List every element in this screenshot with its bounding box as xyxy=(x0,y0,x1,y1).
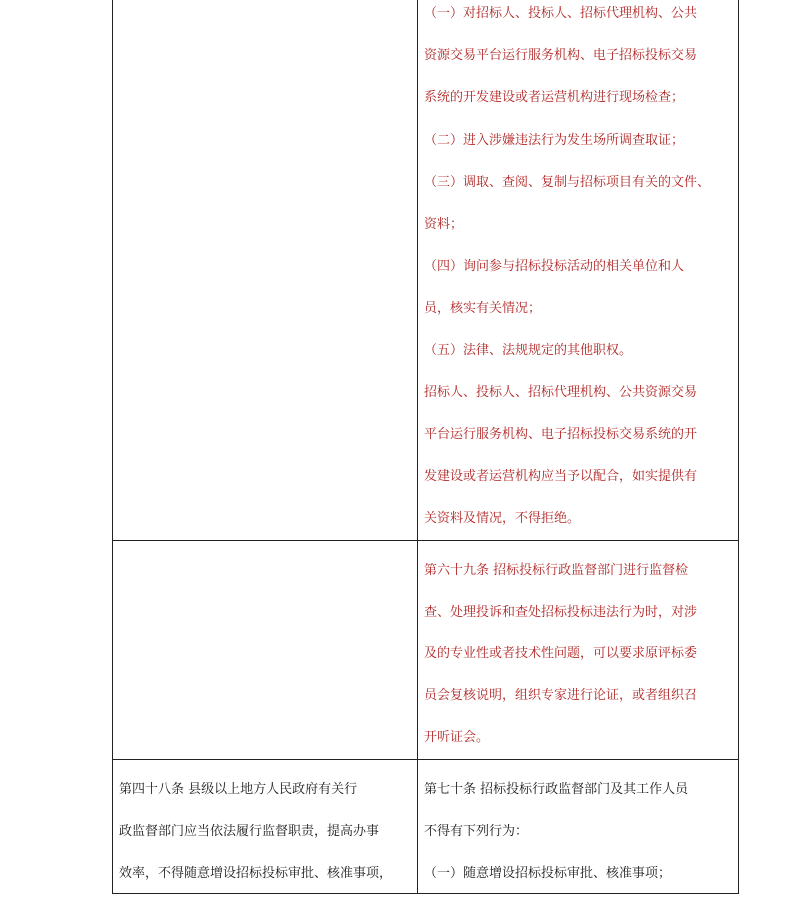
text-line: 及的专业性或者技术性问题，可以要求原评标委 xyxy=(424,646,698,661)
comparison-table xyxy=(112,0,739,894)
row1-right-cell xyxy=(424,0,736,540)
text-line: 系统的开发建设或者运营机构进行现场检查； xyxy=(424,90,685,105)
row2-left-cell xyxy=(113,541,417,759)
text-line: 政监督部门应当依法履行监督职责，提高办事 xyxy=(119,824,380,839)
text-line: 不得有下列行为： xyxy=(424,824,529,839)
text-line: 员会复核说明，组织专家进行论证，或者组织召 xyxy=(424,688,698,703)
text-line: 员，核实有关情况； xyxy=(424,301,542,316)
text-line: 查、处理投诉和查处招标投标违法行为时，对涉 xyxy=(424,605,698,620)
text-line: （四）询问参与招标投标活动的相关单位和人 xyxy=(424,259,685,274)
article-69-text: 第六十九条 招标投标行政监督部门进行监督检 xyxy=(424,563,689,578)
row3-right-cell xyxy=(424,760,736,893)
text-line: 资料； xyxy=(424,217,464,232)
text-line: （三）调取、查阅、复制与招标项目有关的文件、 xyxy=(424,175,711,190)
text-line: （一）对招标人、投标人、招标代理机构、公共 xyxy=(424,6,698,21)
article-48-text: 第四十八条 县级以上地方人民政府有关行 xyxy=(119,782,358,797)
text-line: 平台运行服务机构、电子招标投标交易系统的开 xyxy=(424,427,698,442)
text-line: 发建设或者运营机构应当予以配合，如实提供有 xyxy=(424,469,698,484)
text-line: 资源交易平台运行服务机构、电子招标投标交易 xyxy=(424,48,698,63)
article-70-text: 第七十条 招标投标行政监督部门及其工作人员 xyxy=(424,782,689,797)
row1-left-cell xyxy=(113,0,417,540)
table-border-bottom xyxy=(112,893,739,894)
text-line: （一）随意增设招标投标审批、核准事项； xyxy=(424,866,672,881)
text-line: （五）法律、法规规定的其他职权。 xyxy=(424,343,633,358)
row2-right-cell xyxy=(424,541,736,759)
text-line: 效率，不得随意增设招标投标审批、核准事项， xyxy=(119,866,393,881)
row3-left-cell xyxy=(119,760,416,893)
text-line: （二）进入涉嫌违法行为发生场所调查取证； xyxy=(424,133,685,148)
text-line: 开听证会。 xyxy=(424,730,490,745)
text-line: 招标人、投标人、招标代理机构、公共资源交易 xyxy=(424,385,698,400)
text-line: 关资料及情况，不得拒绝。 xyxy=(424,511,581,526)
